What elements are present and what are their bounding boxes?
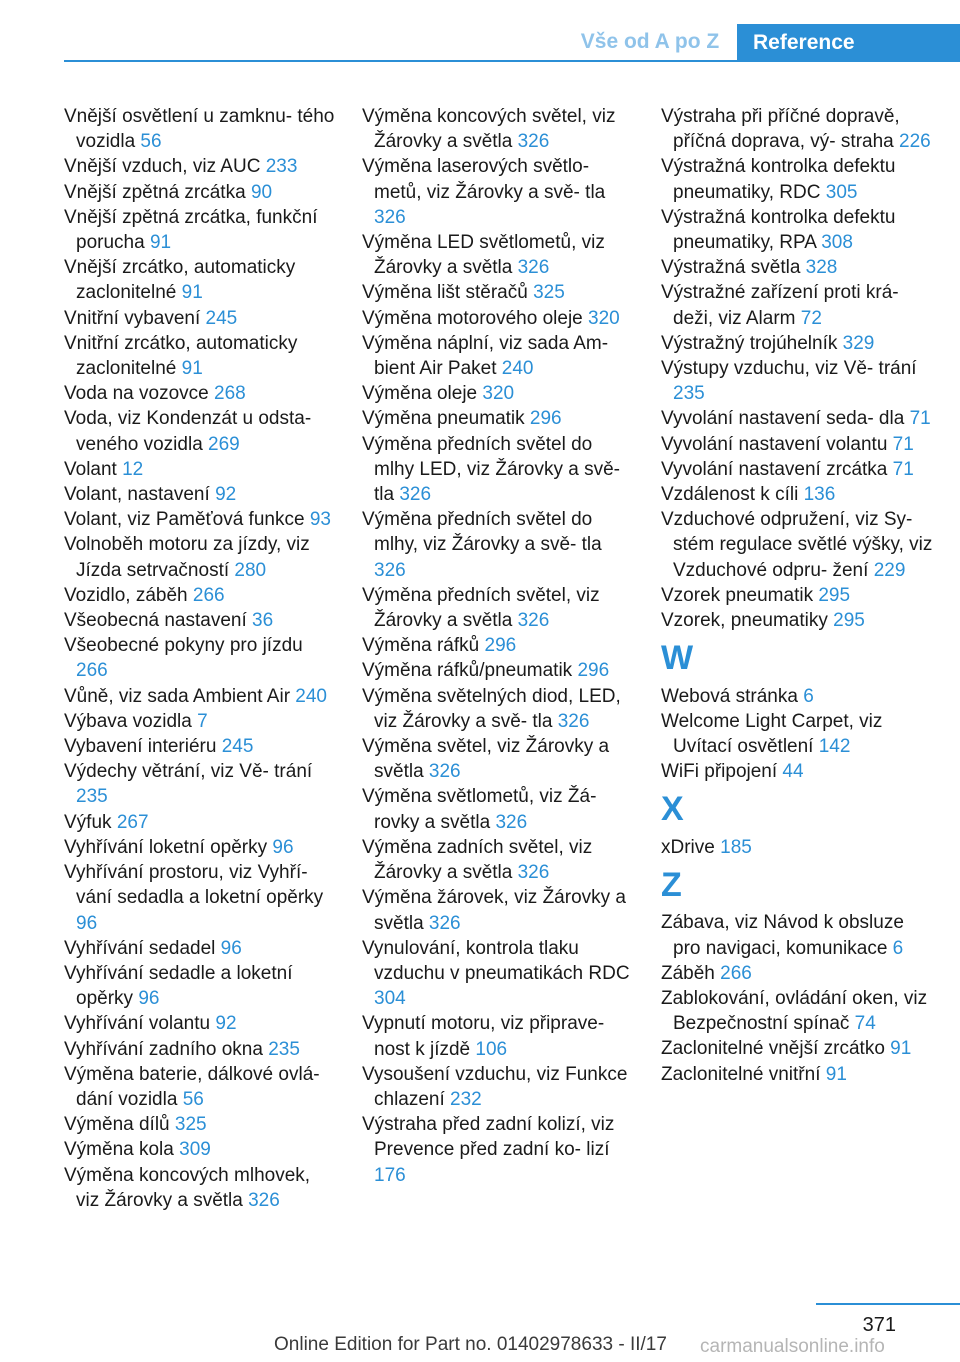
index-entry — [661, 457, 933, 482]
index-entry — [64, 1037, 336, 1062]
index-entry — [64, 306, 336, 331]
index-entry — [661, 910, 933, 960]
entry-term: Výměna ráfků/pneumatik — [362, 660, 578, 682]
index-entry — [661, 280, 933, 330]
entry-page-link[interactable]: 44 — [782, 761, 804, 783]
index-entry — [64, 810, 336, 835]
entry-page-link[interactable]: 36 — [252, 610, 274, 632]
index-entry — [661, 759, 933, 784]
index-entry — [362, 1062, 634, 1112]
index-entry — [362, 331, 634, 381]
entry-page-link[interactable]: 7 — [197, 710, 208, 732]
entry-page-link[interactable]: 12 — [122, 458, 144, 480]
index-entry — [661, 255, 933, 280]
entry-term: Výměna ráfků — [362, 635, 485, 657]
entry-term: Výměna koncových světel, viz Žárovky a světla — [362, 106, 616, 153]
index-entry — [661, 1062, 933, 1087]
index-entry — [64, 180, 336, 205]
entry-page-link[interactable]: 96 — [76, 912, 98, 934]
index-entry — [64, 860, 336, 936]
entry-page-link[interactable]: 240 — [295, 685, 327, 707]
entry-page-link[interactable]: 280 — [234, 559, 267, 581]
entry-term: Výměna koncových mlhovek, viz Žárovky a světla — [64, 1164, 311, 1211]
entry-term: Výměna předních světel do mlhy, viz Žárovky a svě- tla — [362, 509, 602, 556]
index-entry — [64, 583, 336, 608]
entry-page-link[interactable]: 90 — [250, 181, 273, 203]
entry-term: Výměna oleje — [362, 383, 483, 405]
entry-term: Zablokování, ovládání oken, viz Bezpečnostní spínač — [661, 988, 928, 1035]
entry-page-link[interactable]: 326 — [428, 912, 461, 934]
index-entry — [661, 986, 933, 1036]
entry-term: Výměna pneumatik — [362, 408, 530, 430]
chapter-tab[interactable]: Reference — [737, 24, 960, 62]
index-entry — [64, 684, 336, 709]
entry-term: Výměna náplní, viz sada Am- bient Air Paket — [362, 332, 609, 380]
index-entry — [362, 583, 634, 633]
entry-page-link[interactable]: 71 — [909, 408, 931, 430]
index-entry — [362, 658, 634, 683]
entry-term: Vyhřívání sedadle a loketní opěrky — [64, 962, 293, 1010]
page-number: 371 — [862, 1314, 896, 1336]
index-entry — [661, 406, 933, 431]
entry-page-link[interactable]: 235 — [268, 1038, 300, 1060]
entry-term: Vnitřní zrcátko, automaticky zaclonitelné — [64, 332, 298, 380]
index-column-3 — [661, 104, 933, 1087]
entry-term: Vzduchové odpružení, viz Sy- stém regulace světlé výšky, viz Vzduchové odpru- žení — [661, 509, 933, 581]
entry-term: Vůně, viz sada Ambient Air — [64, 685, 296, 707]
index-entry — [64, 1112, 336, 1137]
entry-page-link[interactable]: 326 — [517, 610, 550, 632]
entry-page-link[interactable]: 296 — [484, 635, 517, 657]
entry-term: Vyvolání nastavení zrcátka — [661, 458, 893, 480]
entry-page-link[interactable]: 326 — [248, 1189, 280, 1211]
index-entry — [64, 331, 336, 381]
index-entry — [64, 1163, 336, 1213]
index-entry — [64, 255, 336, 305]
entry-term: Zaclonitelné vnější zrcátko — [661, 1038, 891, 1060]
index-entry — [64, 104, 336, 154]
index-entry — [661, 507, 933, 583]
entry-page-link[interactable]: 232 — [450, 1088, 482, 1110]
entry-page-link[interactable]: 267 — [116, 811, 149, 833]
index-entry — [64, 205, 336, 255]
index-entry — [661, 583, 933, 608]
entry-term: Výfuk — [64, 811, 117, 833]
entry-term: Záběh — [661, 962, 721, 984]
entry-page-link[interactable]: 308 — [821, 232, 853, 254]
index-entry — [64, 154, 336, 179]
index-entry — [362, 936, 634, 1012]
entry-term: Vyvolání nastavení volantu — [661, 433, 893, 455]
index-letter-heading: X — [661, 790, 684, 829]
entry-term: Výbava vozidla — [64, 710, 198, 732]
entry-page-link[interactable]: 326 — [517, 131, 550, 153]
entry-page-link[interactable]: 266 — [76, 660, 108, 682]
entry-term: xDrive — [661, 836, 721, 858]
entry-term: Výměna zadních světel, viz Žárovky a světla — [362, 836, 593, 884]
entry-page-link[interactable]: 235 — [673, 383, 705, 405]
index-entry — [362, 1112, 634, 1188]
entry-term: WiFi připojení — [661, 761, 783, 783]
index-entry — [661, 356, 933, 406]
section-tab[interactable]: Vše od A po Z — [580, 30, 720, 53]
entry-term: Vnější osvětlení u zamknu- tého vozidla — [64, 106, 335, 153]
entry-page-link[interactable]: 320 — [588, 307, 620, 329]
index-entry — [661, 104, 933, 154]
index-entry — [64, 936, 336, 961]
index-entry — [64, 381, 336, 406]
entry-page-link[interactable]: 329 — [842, 332, 875, 354]
entry-page-link[interactable]: 268 — [214, 383, 246, 405]
index-entry — [362, 835, 634, 885]
entry-term: Volnoběh motoru za jízdy, viz Jízda setrvačností — [64, 534, 310, 581]
entry-page-link[interactable]: 71 — [892, 458, 914, 480]
entry-page-link[interactable]: 136 — [803, 484, 836, 506]
entry-page-link[interactable]: 325 — [533, 282, 565, 304]
entry-page-link[interactable]: 305 — [825, 181, 858, 203]
entry-term: Volant, nastavení — [64, 484, 216, 506]
entry-term: Výstupy vzduchu, viz Vě- trání — [661, 358, 917, 380]
entry-page-link[interactable]: 320 — [482, 383, 515, 405]
page-number-rule — [816, 1303, 960, 1305]
index-entry — [64, 1011, 336, 1036]
header-rule — [64, 60, 960, 62]
entry-term: Voda na vozovce — [64, 383, 214, 405]
entry-term: Vyhřívání loketní opěrky — [64, 836, 273, 858]
entry-term: Vybavení interiéru — [64, 736, 222, 758]
index-entry — [661, 961, 933, 986]
index-entry — [661, 205, 933, 255]
entry-term: Vyvolání nastavení seda- dla — [661, 408, 910, 430]
entry-term: Výstraha při příčné dopravě, příčná doprava, vý- straha — [661, 106, 900, 153]
index-entry — [362, 784, 634, 834]
entry-term: Výměna motorového oleje — [362, 307, 589, 329]
entry-page-link[interactable]: 233 — [265, 156, 298, 178]
entry-page-link[interactable]: 245 — [221, 736, 254, 758]
entry-page-link[interactable]: 326 — [374, 559, 406, 581]
entry-page-link[interactable]: 92 — [215, 1013, 237, 1035]
index-entry — [661, 1036, 933, 1061]
index-entry — [64, 759, 336, 809]
entry-page-link[interactable]: 269 — [208, 433, 240, 455]
entry-term: Výměna předních světel, viz Žárovky a světla — [362, 584, 600, 632]
entry-page-link[interactable]: 266 — [720, 962, 752, 984]
index-entry — [64, 633, 336, 683]
entry-page-link[interactable]: 295 — [833, 610, 865, 632]
index-entry — [64, 457, 336, 482]
entry-term: Volant, viz Paměťová funkce — [64, 509, 310, 531]
index-entry — [661, 432, 933, 457]
entry-term: Výměna kola — [64, 1139, 180, 1161]
entry-term: Vnitřní vybavení — [64, 307, 206, 329]
index-letter-heading: Z — [661, 866, 682, 905]
index-entry — [362, 432, 634, 508]
index-entry — [64, 406, 336, 456]
index-entry — [64, 709, 336, 734]
entry-term: Vyhřívání volantu — [64, 1013, 216, 1035]
index-entry — [362, 507, 634, 583]
index-entry — [64, 532, 336, 582]
entry-term: Vypnutí motoru, viz připrave- nost k jízdě — [362, 1013, 605, 1060]
entry-page-link[interactable]: 56 — [182, 1088, 204, 1110]
entry-term: Vysoušení vzduchu, viz Funkce chlazení — [362, 1063, 628, 1110]
entry-page-link[interactable]: 96 — [220, 937, 242, 959]
entry-term: Výměna baterie, dálkové ovlá- dání vozidla — [64, 1063, 320, 1110]
entry-page-link[interactable]: 328 — [805, 257, 838, 279]
entry-term: Výměna laserových světlo- metů, viz Žárovky a svě- tla — [362, 156, 606, 203]
entry-page-link[interactable]: 235 — [76, 786, 108, 808]
entry-term: Vyhřívání zadního okna — [64, 1038, 269, 1060]
entry-term: Vynulování, kontrola tlaku vzduchu v pneumatikách RDC — [362, 937, 630, 984]
entry-term: Vnější zrcátko, automaticky zaclonitelné — [64, 257, 296, 304]
entry-page-link[interactable]: 176 — [374, 1164, 406, 1186]
index-entry — [362, 633, 634, 658]
entry-page-link[interactable]: 91 — [149, 232, 172, 254]
entry-page-link[interactable]: 326 — [517, 862, 550, 884]
index-column-2 — [362, 104, 634, 1188]
index-entry — [362, 684, 634, 734]
index-entry — [362, 734, 634, 784]
entry-term: Výměna žárovek, viz Žárovky a světla — [362, 887, 626, 934]
index-entry — [362, 406, 634, 431]
entry-page-link[interactable]: 326 — [428, 761, 461, 783]
entry-page-link[interactable]: 326 — [374, 206, 406, 228]
entry-term: Vnější vzduch, viz AUC — [64, 156, 266, 178]
entry-page-link[interactable]: 74 — [854, 1013, 876, 1035]
footer-edition: Online Edition for Part no. 01402978633 - II/17 — [274, 1334, 667, 1355]
entry-term: Vozidlo, záběh — [64, 584, 193, 606]
entry-page-link[interactable]: 91 — [181, 282, 203, 304]
entry-page-link[interactable]: 326 — [517, 257, 550, 279]
index-entry — [661, 709, 933, 759]
entry-page-link[interactable]: 6 — [803, 685, 814, 707]
index-letter-heading: W — [661, 639, 694, 678]
entry-term: Výstražné zařízení proti krá- deži, viz Alarm — [661, 282, 899, 329]
entry-page-link[interactable]: 91 — [890, 1038, 912, 1060]
index-entry — [661, 331, 933, 356]
entry-page-link[interactable]: 295 — [818, 584, 851, 606]
entry-term: Výměna předních světel do mlhy LED, viz Žárovky a svě- tla — [362, 433, 620, 506]
index-entry — [362, 154, 634, 230]
entry-page-link[interactable]: 325 — [174, 1114, 207, 1136]
index-entry — [64, 734, 336, 759]
entry-term: Výměna dílů — [64, 1114, 175, 1136]
entry-term: Výstražná světla — [661, 257, 806, 279]
entry-term: Výměna světelných diod, LED, viz Žárovky a svě- tla — [362, 685, 621, 732]
index-entry — [64, 961, 336, 1011]
entry-term: Vyhřívání prostoru, viz Vyhří- vání sedadla a loketní opěrky — [64, 862, 324, 909]
index-entry — [362, 1011, 634, 1061]
entry-term: Zábava, viz Návod k obsluze pro navigaci, komunikace — [661, 912, 904, 959]
entry-page-link[interactable]: 96 — [138, 988, 160, 1010]
entry-page-link[interactable]: 326 — [495, 811, 528, 833]
entry-term: Zaclonitelné vnitřní — [661, 1063, 826, 1085]
entry-page-link[interactable]: 326 — [399, 484, 432, 506]
entry-page-link[interactable]: 185 — [720, 836, 752, 858]
index-entry — [661, 835, 933, 860]
index-entry — [64, 1062, 336, 1112]
index-entry — [661, 608, 933, 633]
entry-term: Výměna lišt stěračů — [362, 282, 534, 304]
entry-term: Výstraha před zadní kolizí, viz Prevence před zadní ko- lizí — [362, 1114, 615, 1161]
entry-term: Výdechy větrání, viz Vě- trání — [64, 761, 313, 783]
entry-page-link[interactable]: 106 — [475, 1038, 508, 1060]
index-entry — [362, 381, 634, 406]
entry-page-link[interactable]: 93 — [309, 509, 331, 531]
index-entry — [661, 684, 933, 709]
index-entry — [64, 608, 336, 633]
entry-term: Voda, viz Kondenzát u odsta- veného vozidla — [64, 408, 312, 455]
entry-page-link[interactable]: 296 — [529, 408, 562, 430]
entry-term: Výměna světlometů, viz Žá- rovky a světla — [362, 786, 597, 833]
index-entry — [661, 482, 933, 507]
entry-term: Vzorek, pneumatiky — [661, 610, 834, 632]
entry-term: Webová stránka — [661, 685, 804, 707]
entry-term: Výměna LED světlometů, viz Žárovky a světla — [362, 232, 605, 279]
entry-term: Všeobecné pokyny pro jízdu — [64, 635, 303, 657]
entry-term: Vzorek pneumatik — [661, 584, 819, 606]
page-header — [0, 0, 960, 62]
index-entry — [661, 154, 933, 204]
index-entry — [64, 1137, 336, 1162]
entry-page-link[interactable]: 56 — [140, 131, 162, 153]
index-entry — [362, 306, 634, 331]
index-entry — [64, 482, 336, 507]
entry-page-link[interactable]: 6 — [892, 937, 904, 959]
index-entry — [64, 507, 336, 532]
index-column-1 — [64, 104, 336, 1213]
entry-page-link[interactable]: 304 — [374, 988, 406, 1010]
entry-page-link[interactable]: 266 — [192, 584, 225, 606]
index-entry — [362, 885, 634, 935]
entry-page-link[interactable]: 92 — [215, 484, 237, 506]
entry-page-link[interactable]: 240 — [501, 358, 534, 380]
entry-page-link[interactable]: 229 — [873, 559, 906, 581]
entry-term: Všeobecná nastavení — [64, 610, 253, 632]
watermark: carmanualsonline.info — [700, 1336, 885, 1357]
entry-page-link[interactable]: 72 — [800, 307, 822, 329]
entry-term: Volant — [64, 458, 123, 480]
entry-page-link[interactable]: 96 — [272, 836, 294, 858]
entry-page-link[interactable]: 326 — [557, 710, 590, 732]
entry-page-link[interactable]: 245 — [205, 307, 238, 329]
index-entry — [362, 104, 634, 154]
index-entry — [362, 280, 634, 305]
entry-term: Vnější zpětná zrcátka — [64, 181, 251, 203]
index-entry — [362, 230, 634, 280]
entry-page-link[interactable]: 142 — [818, 736, 851, 758]
entry-term: Výstražný trojúhelník — [661, 332, 843, 354]
entry-term: Vzdálenost k cíli — [661, 484, 804, 506]
entry-term: Výstražná kontrolka defektu pneumatiky, RPA — [661, 206, 896, 254]
entry-page-link[interactable]: 91 — [181, 358, 203, 380]
entry-page-link[interactable]: 226 — [899, 131, 931, 153]
entry-term: Vnější zpětná zrcátka, funkční porucha — [64, 206, 318, 254]
entry-term: Vyhřívání sedadel — [64, 937, 221, 959]
entry-page-link[interactable]: 296 — [577, 660, 610, 682]
entry-term: Výstražná kontrolka defektu pneumatiky, RDC — [661, 156, 896, 203]
entry-page-link[interactable]: 91 — [825, 1063, 847, 1085]
entry-term: Welcome Light Carpet, viz Uvítací osvětlení — [661, 710, 883, 758]
index-entry — [64, 835, 336, 860]
entry-page-link[interactable]: 71 — [892, 433, 914, 455]
entry-term: Výměna světel, viz Žárovky a světla — [362, 736, 610, 783]
entry-page-link[interactable]: 309 — [179, 1139, 211, 1161]
